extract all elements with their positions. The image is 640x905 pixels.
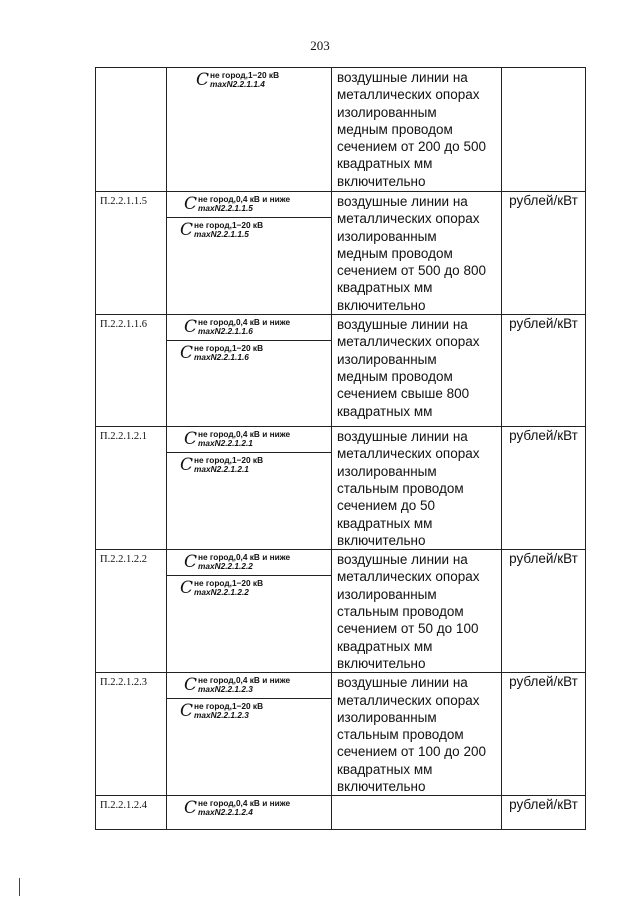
table-row	[96, 796, 586, 830]
description-line: квадратных мм	[337, 403, 433, 419]
formula-subscript: maxN2.2.1.2.3	[194, 710, 249, 721]
formula-superscript: не город,1−20 кВ	[194, 220, 264, 230]
description-line: включительно	[337, 655, 426, 671]
description-line: металлических опорах	[337, 569, 480, 585]
formula-symbol: C	[180, 455, 194, 476]
formula-subscript: maxN2.2.1.2.2	[194, 587, 249, 598]
row-code: П.2.2.1.2.1	[96, 427, 167, 550]
description-line: сечением от 500 до 800	[337, 263, 486, 279]
tariff-table	[95, 67, 586, 830]
description-line: включительно	[337, 297, 426, 313]
unit-cell: рублей/кВт	[502, 192, 586, 315]
description-line: квадратных мм	[337, 638, 433, 654]
table-row	[96, 550, 586, 673]
description-cell	[332, 427, 502, 550]
formula-superscript: не город,0,4 кВ и ниже	[198, 552, 291, 563]
row-code: П.2.2.1.1.6	[96, 315, 167, 427]
unit-cell: рублей/кВт	[502, 796, 586, 830]
formula-subscript: maxN2.2.1.2.4	[198, 807, 253, 818]
description-line: металлических опорах	[337, 87, 480, 103]
description-line: медным проводом	[337, 245, 453, 261]
formula	[167, 68, 331, 93]
description-line: изолированным	[337, 351, 437, 367]
unit-cell: рублей/кВт	[502, 427, 586, 550]
description-cell	[332, 673, 502, 796]
formula-subscript: maxN2.2.1.2.1	[194, 464, 249, 475]
formula-subscript: maxN2.2.1.1.6	[198, 326, 253, 337]
description-line: изолированным	[337, 586, 437, 602]
formula-superscript: не город,1−20 кВ	[194, 455, 264, 466]
formula-symbol: C	[196, 70, 210, 90]
description-cell	[332, 796, 502, 830]
formula	[167, 550, 331, 575]
description-line: металлических опорах	[337, 211, 480, 227]
page-number: 203	[310, 38, 330, 53]
description-line: стальным проводом	[337, 727, 464, 743]
formula-symbol: C	[184, 194, 198, 214]
formula-cell	[167, 673, 332, 796]
formula-symbol: C	[180, 343, 194, 364]
margin-mark	[19, 878, 20, 896]
description-line: металлических опорах	[337, 692, 480, 708]
description-line: воздушные линии на	[337, 317, 468, 333]
row-code	[96, 68, 167, 192]
formula-cell	[167, 68, 332, 192]
description-line: металлических опорах	[337, 446, 480, 462]
formula-symbol: C	[180, 578, 194, 599]
formula-superscript: не город,0,4 кВ и ниже	[198, 675, 291, 686]
description-cell	[332, 315, 502, 427]
formula	[167, 192, 331, 217]
description-line: изолированным	[337, 228, 437, 244]
description-line: включительно	[337, 532, 426, 548]
formula-subscript: maxN2.2.1.1.4	[210, 79, 265, 89]
formula-subscript: maxN2.2.1.1.6	[194, 352, 249, 363]
description-line: металлических опорах	[337, 334, 480, 350]
table-row	[96, 427, 586, 550]
formula-cell	[167, 550, 332, 673]
formula	[167, 575, 331, 600]
formula-symbol: C	[184, 317, 198, 338]
description-line: квадратных мм	[337, 515, 433, 531]
formula	[167, 673, 331, 698]
table-row	[96, 68, 586, 192]
description-cell	[332, 68, 502, 192]
formula-cell	[167, 315, 332, 427]
description-line: воздушные линии на	[337, 552, 468, 568]
description-line: медным проводом	[337, 368, 453, 384]
description-line: квадратных мм	[337, 156, 433, 172]
formula-subscript: maxN2.2.1.2.1	[198, 438, 253, 449]
formula-superscript: не город,0,4 кВ и ниже	[198, 317, 291, 328]
formula-cell	[167, 192, 332, 315]
description-line: сечением до 50	[337, 498, 436, 514]
unit-cell: рублей/кВт	[502, 673, 586, 796]
formula-superscript: не город,0,4 кВ и ниже	[198, 429, 291, 440]
description-line: воздушные линии на	[337, 429, 468, 445]
formula	[167, 698, 331, 723]
formula-superscript: не город,1−20 кВ	[194, 343, 264, 354]
formula-cell	[167, 796, 332, 830]
formula-superscript: не город,1−20 кВ	[194, 701, 264, 712]
formula-superscript: не город,1−20 кВ	[194, 578, 264, 589]
unit-cell: рублей/кВт	[502, 315, 586, 427]
description-line: сечением свыше 800	[337, 386, 470, 402]
row-code: П.2.2.1.2.4	[96, 796, 167, 830]
formula-superscript: не город,0,4 кВ и ниже	[198, 194, 291, 204]
formula-subscript: maxN2.2.1.2.3	[198, 684, 253, 695]
row-code: П.2.2.1.2.3	[96, 673, 167, 796]
row-code: П.2.2.1.1.5	[96, 192, 167, 315]
formula	[167, 315, 331, 340]
formula-symbol: C	[180, 220, 194, 240]
formula-symbol: C	[180, 701, 194, 722]
description-line: изолированным	[337, 463, 437, 479]
description-line: воздушные линии на	[337, 70, 468, 85]
table-row	[96, 673, 586, 796]
description-line: сечением от 200 до 500	[337, 139, 486, 155]
formula-symbol: C	[184, 798, 198, 819]
description-line: воздушные линии на	[337, 194, 468, 209]
formula-subscript: maxN2.2.1.2.2	[198, 561, 253, 572]
unit-cell	[502, 68, 586, 192]
row-code: П.2.2.1.2.2	[96, 550, 167, 673]
description-line: изолированным	[337, 709, 437, 725]
table-row	[96, 192, 586, 315]
description-line: включительно	[337, 173, 426, 189]
description-line: медным проводом	[337, 121, 453, 137]
formula-superscript: не город,1−20 кВ	[210, 70, 280, 80]
description-line: сечением от 100 до 200	[337, 744, 486, 760]
formula-symbol: C	[184, 552, 198, 573]
description-cell	[332, 192, 502, 315]
formula-subscript: maxN2.2.1.1.5	[198, 203, 253, 213]
formula	[167, 217, 331, 242]
formula-subscript: maxN2.2.1.1.5	[194, 229, 249, 239]
description-line: включительно	[337, 779, 426, 795]
unit-cell: рублей/кВт	[502, 550, 586, 673]
formula	[167, 452, 331, 477]
formula-symbol: C	[184, 429, 198, 450]
description-line: сечением от 50 до 100	[337, 621, 479, 637]
description-line: стальным проводом	[337, 480, 464, 496]
formula-superscript: не город,0,4 кВ и ниже	[198, 798, 291, 809]
formula-cell	[167, 427, 332, 550]
description-line: квадратных мм	[337, 280, 433, 296]
description-line: воздушные линии на	[337, 675, 468, 691]
formula	[167, 340, 331, 365]
description-line: квадратных мм	[337, 761, 433, 777]
description-cell	[332, 550, 502, 673]
formula	[167, 796, 331, 821]
table-row	[96, 315, 586, 427]
formula	[167, 427, 331, 452]
description-line: стальным проводом	[337, 604, 464, 620]
formula-symbol: C	[184, 675, 198, 696]
description-line: изолированным	[337, 104, 437, 120]
